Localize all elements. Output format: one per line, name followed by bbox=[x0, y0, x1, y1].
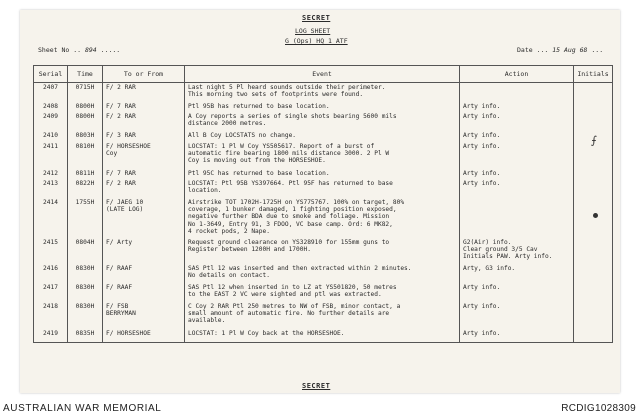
column-header-event: Event bbox=[185, 66, 460, 83]
to-from-cell: F/ JAEG 10 (LATE LOG) bbox=[103, 198, 185, 238]
initials-cell bbox=[574, 179, 613, 198]
time-cell: 0810H bbox=[68, 142, 103, 169]
event-cell: LOCSTAT: 1 Pl W Coy YS505617. Report of a burst of automatic fire bearing 1800 mils distance 3000. 2 Pl W Coy is moving out from the HORSESHOE. bbox=[185, 142, 460, 169]
to-from-cell: F/ HORSESHOE Coy bbox=[103, 142, 185, 169]
initials-cell bbox=[574, 112, 613, 131]
event-cell: LOCSTAT: Ptl 95B YS397664. Ptl 95F has returned to base location. bbox=[185, 179, 460, 198]
event-cell: C Coy 2 RAR Ptl 250 metres to NW of FSB, minor contact, a small amount of automatic fire. No further details are available. bbox=[185, 302, 460, 329]
event-cell: A Coy reports a series of single shots bearing 5600 mils distance 2000 metres. bbox=[185, 112, 460, 131]
to-from-cell: F/ HORSESHOE bbox=[103, 329, 185, 343]
sheet-date: Date ... 15 Aug 68 ... bbox=[517, 46, 604, 54]
archive-name: AUSTRALIAN WAR MEMORIAL bbox=[3, 403, 162, 414]
time-cell: 0715H bbox=[68, 83, 103, 102]
serial-cell: 2411 bbox=[34, 142, 68, 169]
to-from-cell: F/ Arty bbox=[103, 238, 185, 264]
action-cell: Arty, G3 info. bbox=[460, 264, 574, 283]
initials-cell bbox=[574, 169, 613, 179]
to-from-cell: F/ FSB BERRYMAN bbox=[103, 302, 185, 329]
table-row bbox=[34, 198, 613, 238]
initials-cell bbox=[574, 302, 613, 329]
table-row bbox=[34, 112, 613, 131]
document-title: LOG SHEET bbox=[295, 27, 331, 35]
time-cell: 0800H bbox=[68, 102, 103, 112]
time-cell: 0811H bbox=[68, 169, 103, 179]
initials-cell bbox=[574, 283, 613, 302]
unit-heading: G (Ops) HQ 1 ATF bbox=[285, 37, 348, 45]
to-from-cell: F/ 3 RAR bbox=[103, 131, 185, 142]
event-cell: Ptl 95B has returned to base location. bbox=[185, 102, 460, 112]
security-classification-top: SECRET bbox=[302, 14, 331, 22]
action-cell: Arty info. bbox=[460, 112, 574, 131]
action-cell bbox=[460, 198, 574, 238]
initials-cell bbox=[574, 238, 613, 264]
event-cell: Last night 5 Pl heard sounds outside their perimeter. This morning two sets of footprints were found. bbox=[185, 83, 460, 102]
table-row bbox=[34, 169, 613, 179]
action-cell: Arty info. bbox=[460, 302, 574, 329]
serial-cell: 2409 bbox=[34, 112, 68, 131]
log-table bbox=[33, 65, 613, 343]
action-cell: Arty info. bbox=[460, 169, 574, 179]
table-row bbox=[34, 283, 613, 302]
table-row bbox=[34, 302, 613, 329]
action-cell: Arty info. bbox=[460, 283, 574, 302]
serial-cell: 2415 bbox=[34, 238, 68, 264]
initials-cell bbox=[574, 264, 613, 283]
table-row bbox=[34, 131, 613, 142]
date-label: Date bbox=[517, 46, 533, 54]
time-cell: 0830H bbox=[68, 302, 103, 329]
initials-cell bbox=[574, 83, 613, 102]
to-from-cell: F/ 7 RAR bbox=[103, 102, 185, 112]
event-cell: LOCSTAT: 1 Pl W Coy back at the HORSESHOE. bbox=[185, 329, 460, 343]
time-cell: 0800H bbox=[68, 112, 103, 131]
to-from-cell: F/ RAAF bbox=[103, 264, 185, 283]
table-row bbox=[34, 264, 613, 283]
table-row bbox=[34, 329, 613, 343]
serial-cell: 2408 bbox=[34, 102, 68, 112]
column-header-to-from: To or From bbox=[103, 66, 185, 83]
log-sheet-document bbox=[20, 10, 620, 393]
serial-cell: 2407 bbox=[34, 83, 68, 102]
sheet-number-label: Sheet No bbox=[38, 46, 70, 54]
to-from-cell: F/ RAAF bbox=[103, 283, 185, 302]
time-cell: 0803H bbox=[68, 131, 103, 142]
event-cell: SAS Ptl 12 when inserted in to LZ at YS501820, 50 metres to the EAST 2 VC were sighted and ptl was extracted. bbox=[185, 283, 460, 302]
archive-reference-id: RCDIG1028309 bbox=[561, 403, 636, 414]
to-from-cell: F/ 2 RAR bbox=[103, 179, 185, 198]
table-row bbox=[34, 83, 613, 102]
column-header-time: Time bbox=[68, 66, 103, 83]
to-from-cell: F/ 2 RAR bbox=[103, 83, 185, 102]
action-cell: Arty info. bbox=[460, 142, 574, 169]
action-cell: Arty info. bbox=[460, 102, 574, 112]
action-cell: Arty info. bbox=[460, 131, 574, 142]
serial-cell: 2412 bbox=[34, 169, 68, 179]
column-header-action: Action bbox=[460, 66, 574, 83]
table-row bbox=[34, 142, 613, 169]
serial-cell: 2413 bbox=[34, 179, 68, 198]
event-cell: Request ground clearance on YS328910 for 155mm guns to Register between 1200H and 1700H. bbox=[185, 238, 460, 264]
table-header-row bbox=[34, 66, 613, 83]
serial-cell: 2417 bbox=[34, 283, 68, 302]
serial-cell: 2410 bbox=[34, 131, 68, 142]
action-cell bbox=[460, 83, 574, 102]
to-from-cell: F/ 2 RAR bbox=[103, 112, 185, 131]
to-from-cell: F/ 7 RAR bbox=[103, 169, 185, 179]
serial-cell: 2414 bbox=[34, 198, 68, 238]
table-row bbox=[34, 102, 613, 112]
date-value: 15 Aug 68 bbox=[552, 46, 588, 54]
table-row bbox=[34, 179, 613, 198]
event-cell: All B Coy LOCSTATS no change. bbox=[185, 131, 460, 142]
serial-cell: 2419 bbox=[34, 329, 68, 343]
table-row bbox=[34, 238, 613, 264]
time-cell: 0822H bbox=[68, 179, 103, 198]
time-cell: 0804H bbox=[68, 238, 103, 264]
action-cell: G2(Air) info. Clear ground 3/5 Cav Initials PAW. Arty info. bbox=[460, 238, 574, 264]
serial-cell: 2418 bbox=[34, 302, 68, 329]
column-header-initials: Initials bbox=[574, 66, 613, 83]
sheet-number-value: 894 bbox=[84, 46, 97, 54]
time-cell: 1755H bbox=[68, 198, 103, 238]
action-cell: Arty info. bbox=[460, 329, 574, 343]
security-classification-bottom: SECRET bbox=[302, 382, 331, 390]
event-cell: SAS Ptl 12 was inserted and then extracted within 2 minutes. No details on contact. bbox=[185, 264, 460, 283]
serial-cell: 2416 bbox=[34, 264, 68, 283]
ink-dot-mark bbox=[593, 213, 598, 218]
action-cell: Arty info. bbox=[460, 179, 574, 198]
event-cell: Airstrike TOT 1702H-1725H on YS775767. 100% on target, 80% coverage, 1 bunker damaged, 1 fighting position exposed, negative further BDA due to smoke and foliage. Mission No 1-3649, Entry 91, 3 FDOO, VC base camp. Ord: 6 MK82, 4 rocket pods, 2 Nape. bbox=[185, 198, 460, 238]
initials-cell bbox=[574, 329, 613, 343]
handwritten-initials-mark: ⨍ bbox=[591, 134, 597, 147]
time-cell: 0830H bbox=[68, 264, 103, 283]
column-header-serial: Serial bbox=[34, 66, 68, 83]
time-cell: 0835H bbox=[68, 329, 103, 343]
sheet-number: Sheet No .. 894 ..... bbox=[38, 46, 121, 54]
initials-cell bbox=[574, 102, 613, 112]
event-cell: Ptl 95C has returned to base location. bbox=[185, 169, 460, 179]
time-cell: 0830H bbox=[68, 283, 103, 302]
